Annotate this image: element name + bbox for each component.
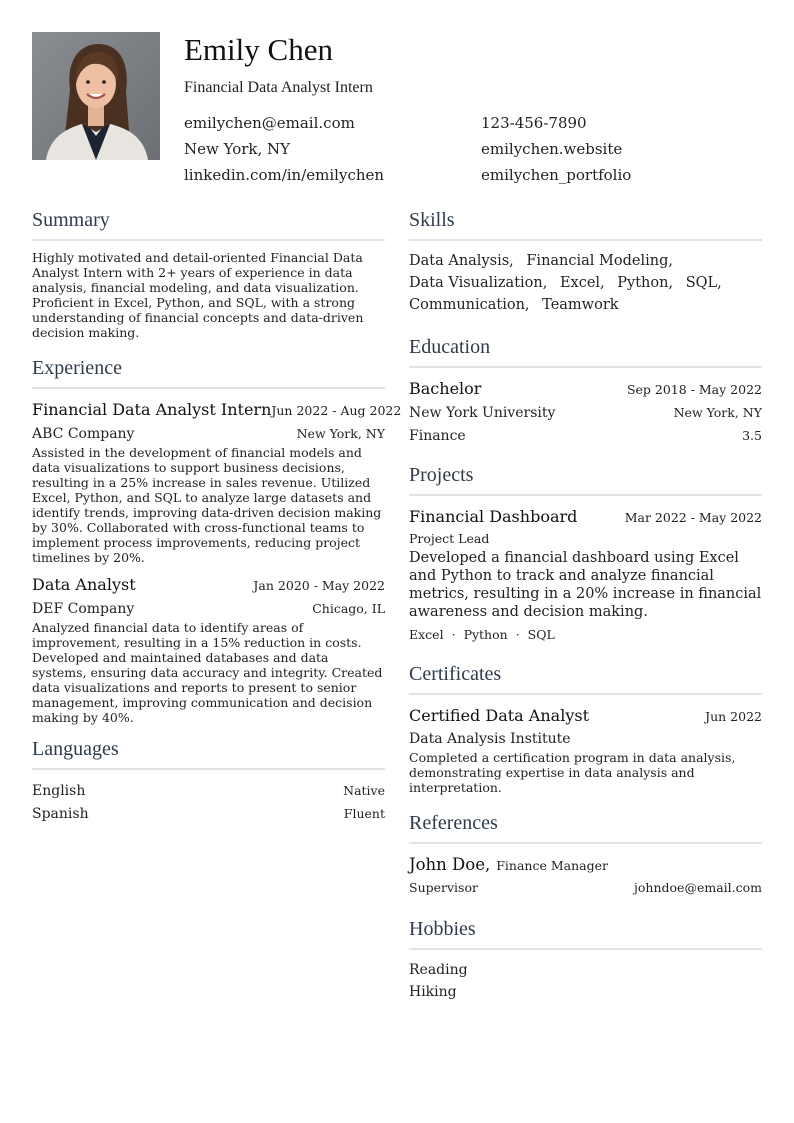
experience-dates: Jan 2020 - May 2022 [253,578,385,593]
education-heading: Education [409,333,762,368]
language-row [32,779,385,802]
skill-item: Data Analysis, [409,253,514,269]
education-dates: Sep 2018 - May 2022 [626,382,762,397]
experience-description: Assisted in the development of financial models and data visualizations to support business decisions, resulting in a 25% increase in sales revenue. Utilized Excel, Python, and SQL to analyze large datasets and identify trends, improving data-driven decision making by 30%. Collaborated with cross-functional teams to implement process improvements, reducing project timelines by 20%. [32,445,382,565]
skill-item: SQL, [685,275,722,291]
summary-heading: Summary [32,206,385,241]
contact-portfolio[interactable]: emilychen_portfolio [481,166,632,184]
hobbies-section [409,915,762,1003]
reference-name: John Doe, [409,855,491,874]
skill-item: Python, [617,275,674,291]
experience-entry [32,398,402,565]
language-name: Spanish [32,806,89,822]
certificate-issuer: Data Analysis Institute [409,731,571,747]
education-gpa: 3.5 [742,428,762,443]
skills-list [409,250,762,316]
language-level: Fluent [343,806,385,821]
certificates-heading: Certificates [409,660,762,695]
skills-section [409,206,762,316]
experience-location: Chicago, IL [312,601,385,616]
skill-item: Excel, [559,275,605,291]
candidate-name: Emily Chen [184,32,333,67]
language-level: Native [343,783,385,798]
certificate-date: Jun 2022 [705,709,762,724]
contact-linkedin[interactable]: linkedin.com/in/emilychen [184,166,385,184]
language-name: English [32,783,86,799]
experience-description: Analyzed financial data to identify areas of improvement, resulting in a 15% reduction in costs. Developed and maintained databases and data systems, ensuring data accuracy and integrity. Created data visualizations and reports to present to senior management, improving communication and decision making by 40%. [32,620,383,725]
education-location: New York, NY [673,405,762,420]
reference-relation: Supervisor [409,880,478,895]
tag-separator: · [451,627,456,642]
contact-phone[interactable]: 123-456-7890 [481,114,587,132]
project-tag: SQL [527,627,555,642]
education-section [409,333,762,447]
project-tags [409,624,762,646]
right-column [409,206,762,1013]
project-tag: Excel [409,627,444,642]
contact-location: New York, NY [184,140,291,158]
left-column [32,206,402,835]
skill-item: Financial Modeling, [526,253,673,269]
education-degree: Bachelor [409,379,482,398]
education-school: New York University [409,405,556,421]
summary-text: Highly motivated and detail-oriented Financial Data Analyst Intern with 2+ years of experience in data analysis, financial modeling, and data visualization. Proficient in Excel, Python, and SQL, with a strong understanding of financial concepts and data-driven decision making. [32,250,364,340]
experience-company: ABC Company [32,426,135,442]
project-tag: Python [463,627,508,642]
skill-item: Teamwork [542,297,619,313]
contact-email[interactable]: emilychen@email.com [184,114,355,132]
hobby-item: Reading [409,962,468,978]
experience-heading: Experience [32,354,385,389]
certificate-name: Certified Data Analyst [409,706,589,725]
profile-photo [32,32,160,160]
experience-role: Financial Data Analyst Intern [32,400,272,419]
skill-item: Data Visualization, [409,275,548,291]
skill-item: Communication, [409,297,530,313]
education-field: Finance [409,428,466,444]
references-section [409,809,762,899]
experience-entry [32,573,385,725]
languages-section [32,735,385,825]
project-name: Financial Dashboard [409,507,578,526]
experience-company: DEF Company [32,601,135,617]
certificate-description: Completed a certification program in data analysis, demonstrating expertise in data analysis and interpretation. [409,750,736,795]
project-role: Project Lead [409,531,490,546]
experience-location: New York, NY [296,426,385,441]
skills-heading: Skills [409,206,762,241]
certificates-section [409,660,762,795]
hobbies-heading: Hobbies [409,915,762,950]
project-description: Developed a financial dashboard using Excel and Python to track and analyze financial metrics, resulting in a 20% increase in financial awareness and decision making. [409,550,762,620]
tag-separator: · [515,627,520,642]
experience-dates: Jun 2022 - Aug 2022 [271,403,402,418]
references-heading: References [409,809,762,844]
experience-section [32,354,402,725]
candidate-title: Financial Data Analyst Intern [184,79,373,96]
project-dates: Mar 2022 - May 2022 [624,510,762,525]
language-row [32,802,385,825]
hobby-item: Hiking [409,984,457,1000]
experience-role: Data Analyst [32,575,136,594]
summary-section [32,206,385,340]
profile-photo-image [32,32,160,160]
reference-email[interactable]: johndoe@email.com [634,880,762,895]
languages-heading: Languages [32,735,385,770]
projects-section [409,461,762,646]
reference-position: Finance Manager [496,858,608,873]
contact-website[interactable]: emilychen.website [481,140,623,158]
projects-heading: Projects [409,461,762,496]
